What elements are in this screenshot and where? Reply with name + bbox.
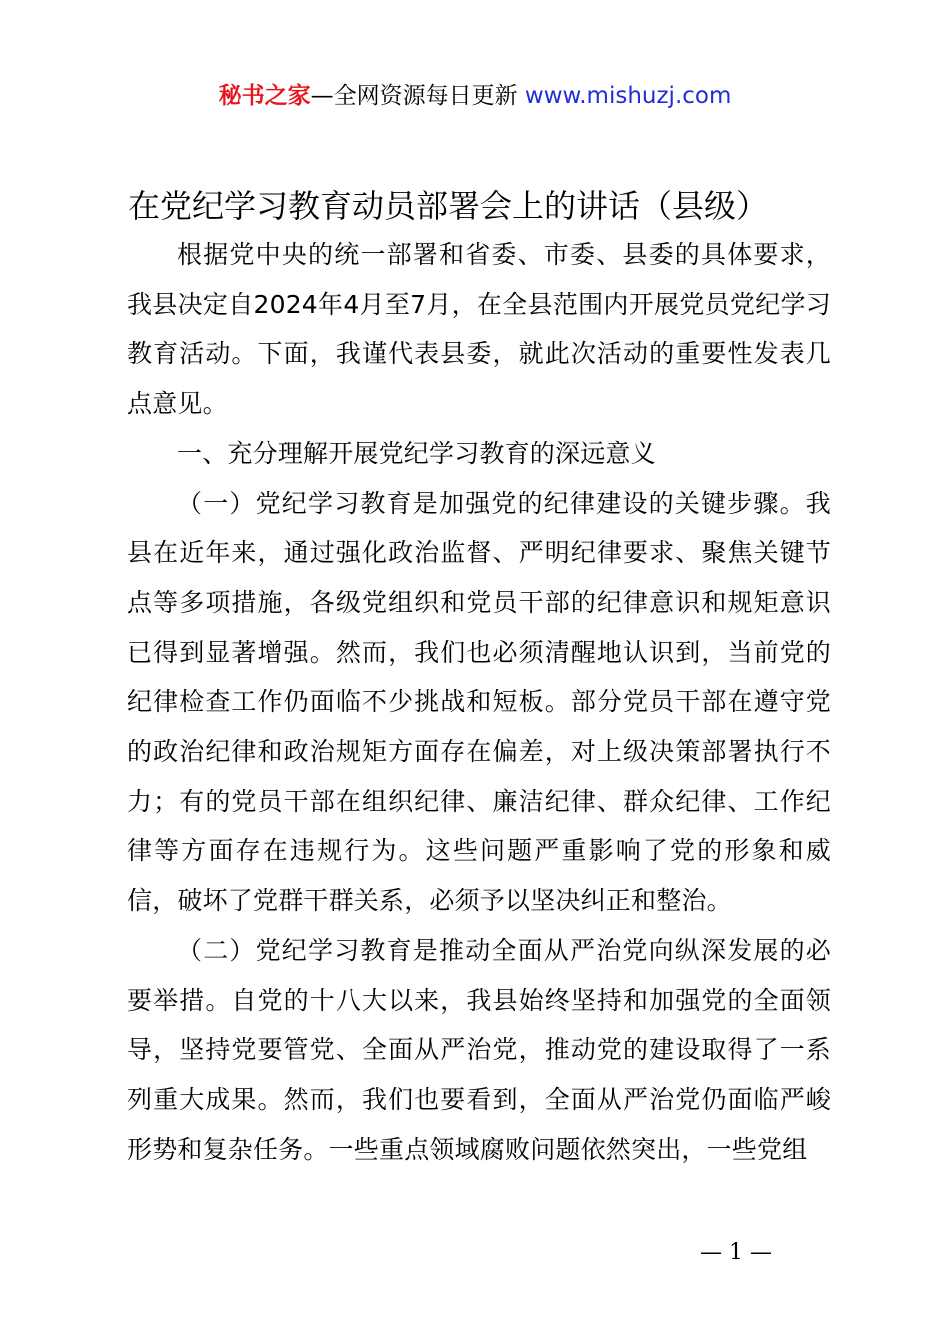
site-tagline: —全网资源每日更新 (310, 83, 525, 109)
document-title: 在党纪学习教育动员部署会上的讲话（县级） (128, 187, 769, 225)
site-header (0, 80, 950, 112)
section-heading-1: 一、充分理解开展党纪学习教育的深远意义 (177, 438, 656, 468)
document-body (127, 230, 831, 1174)
paragraph-point-1: （一）党纪学习教育是加强党的纪律建设的关键步骤。我县在近年来，通过强化政治监督、严明纪律要求、聚焦关键节点等多项措施，各级党组织和党员干部的纪律意识和规矩意识已得到显著增强。然而，我们也必须清醒地认识到，当前党的纪律检查工作仍面临不少挑战和短板。部分党员干部在遵守党的政治纪律和政治规矩方面存在偏差，对上级决策部署执行不力；有的党员干部在组织纪律、廉洁纪律、群众纪律、工作纪律等方面存在违规行为。这些问题严重影响了党的形象和威信，破坏了党群干群关系，必须予以坚决纠正和整治。 (127, 488, 831, 916)
page-number: — 1 — (700, 1240, 772, 1265)
site-brand: 秘书之家 (218, 83, 311, 109)
site-url-link[interactable]: www.mishuzj.com (524, 83, 732, 109)
paragraph-point-2: （二）党纪学习教育是推动全面从严治党向纵深发展的必要举措。自党的十八大以来，我县始终坚持和加强党的全面领导，坚持党要管党、全面从严治党，推动党的建设取得了一系列重大成果。然而，我们也要看到，全面从严治党仍面临严峻形势和复杂任务。一些重点领域腐败问题依然突出，一些党组 (127, 935, 831, 1164)
paragraph-intro: 根据党中央的统一部署和省委、市委、县委的具体要求，我县决定自2024年4月至7月，在全县范围内开展党员党纪学习教育活动。下面，我谨代表县委，就此次活动的重要性发表几点意见。 (127, 240, 831, 419)
